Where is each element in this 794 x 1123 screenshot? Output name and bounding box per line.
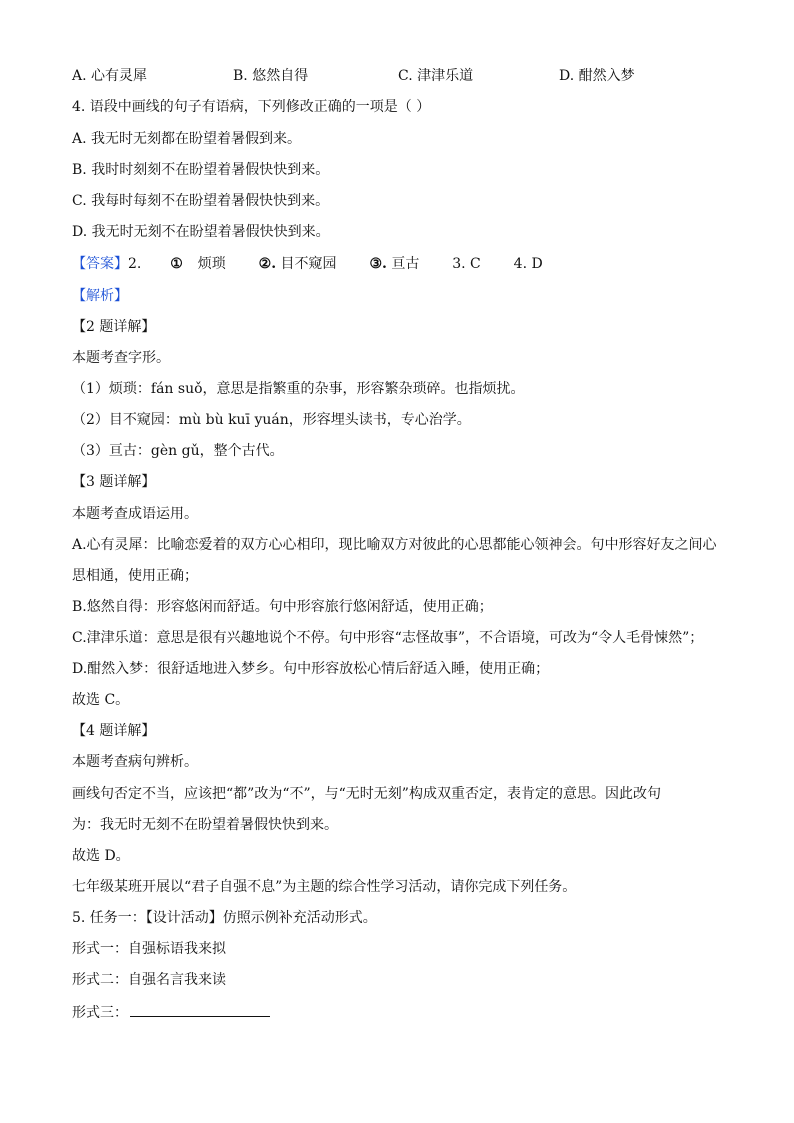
activity-intro: 七年级某班开展以“君子自强不息”为主题的综合性学习活动，请你完成下列任务。 (72, 879, 577, 895)
q2-detail-heading: 【2 题详解】 (72, 319, 156, 335)
q3-option-c: C. 津津乐道 (398, 68, 474, 84)
q3-detail-line-5: D.酣然入梦：很舒适地进入梦乡。句中形容放松心情后舒适入睡，使用正确； (72, 661, 550, 677)
q2-detail-item-3: （3）亘古：gèn gǔ，整个古代。 (72, 443, 284, 459)
q4-detail-line-2: 为：我无时无刻不在盼望着暑假快快到来。 (72, 817, 338, 833)
q2-detail-item-1: （1）烦琐：fán suǒ，意思是指繁重的杂事，形容繁杂琐碎。也指烦扰。 (72, 381, 525, 397)
q4-detail-intro: 本题考查病句辨析。 (72, 754, 198, 770)
q3-detail-intro: 本题考查成语运用。 (72, 506, 198, 522)
activity-form-3-label: 形式三： (72, 1005, 128, 1021)
q3-detail-line-6: 故选 C。 (72, 692, 130, 708)
answer-line (72, 255, 543, 273)
activity-form-3 (72, 1002, 270, 1022)
q3-option-a: A. 心有灵犀 (72, 68, 148, 84)
q4-detail-line-3: 故选 D。 (72, 848, 130, 864)
q4-detail-heading: 【4 题详解】 (72, 723, 156, 739)
answer-q2-number: 2. (128, 256, 142, 272)
answer-item-3-text: 亘古 (391, 256, 420, 272)
q3-detail-line-4: C.津津乐道：意思是很有兴趣地说个不停。句中形容“志怪故事”，不合语境，可改为“令人毛骨悚然”； (72, 630, 704, 646)
q2-detail-item-2: （2）目不窥园：mù bù kuī yuán，形容埋头读书，专心治学。 (72, 412, 471, 428)
analysis-tag: 【解析】 (72, 288, 128, 304)
answer-item-1-mark: ① (170, 256, 183, 272)
activity-task-1: 5. 任务一：【设计活动】仿照示例补充活动形式。 (72, 910, 377, 926)
answer-item-3-mark: ③. (369, 256, 387, 272)
answer-item-2-text: 目不窥园 (280, 256, 337, 272)
answer-blank[interactable] (130, 1002, 270, 1017)
q3-detail-line-3: B.悠然自得：形容悠闲而舒适。句中形容旅行悠闲舒适，使用正确； (72, 599, 493, 615)
answer-item-2-mark: ②. (258, 256, 277, 272)
q3-detail-heading: 【3 题详解】 (72, 474, 156, 490)
q3-detail-line-2: 思相通，使用正确； (72, 568, 198, 584)
q4-option-c: C. 我每时每刻不在盼望着暑假快快到来。 (72, 193, 330, 209)
activity-form-2: 形式二：自强名言我来读 (72, 972, 226, 988)
q4-option-a: A. 我无时无刻都在盼望着暑假到来。 (72, 131, 302, 147)
answer-q3: 3. C (452, 256, 481, 272)
q2-detail-intro: 本题考查字形。 (72, 350, 170, 366)
q4-option-b: B. 我时时刻刻不在盼望着暑假快快到来。 (72, 162, 330, 178)
answer-item-1-text: 烦琐 (197, 256, 226, 272)
q4-stem: 4. 语段中画线的句子有语病，下列修改正确的一项是（ ） (72, 99, 431, 115)
answer-q4: 4. D (513, 256, 543, 272)
activity-form-1: 形式一：自强标语我来拟 (72, 941, 226, 957)
q4-detail-line-1: 画线句否定不当，应该把“都”改为“不”，与“无时无刻”构成双重否定，表肯定的意思。因此改句 (72, 786, 661, 802)
q3-option-d: D. 酣然入梦 (559, 68, 635, 84)
q3-option-b: B. 悠然自得 (233, 68, 309, 84)
q4-option-d: D. 我无时无刻不在盼望着暑假快快到来。 (72, 224, 330, 240)
answer-tag: 【答案】 (72, 256, 128, 272)
q3-detail-line-1: A.心有灵犀：比喻恋爱着的双方心心相印，现比喻双方对彼此的心思都能心领神会。句中形容好友之间心 (72, 537, 717, 553)
